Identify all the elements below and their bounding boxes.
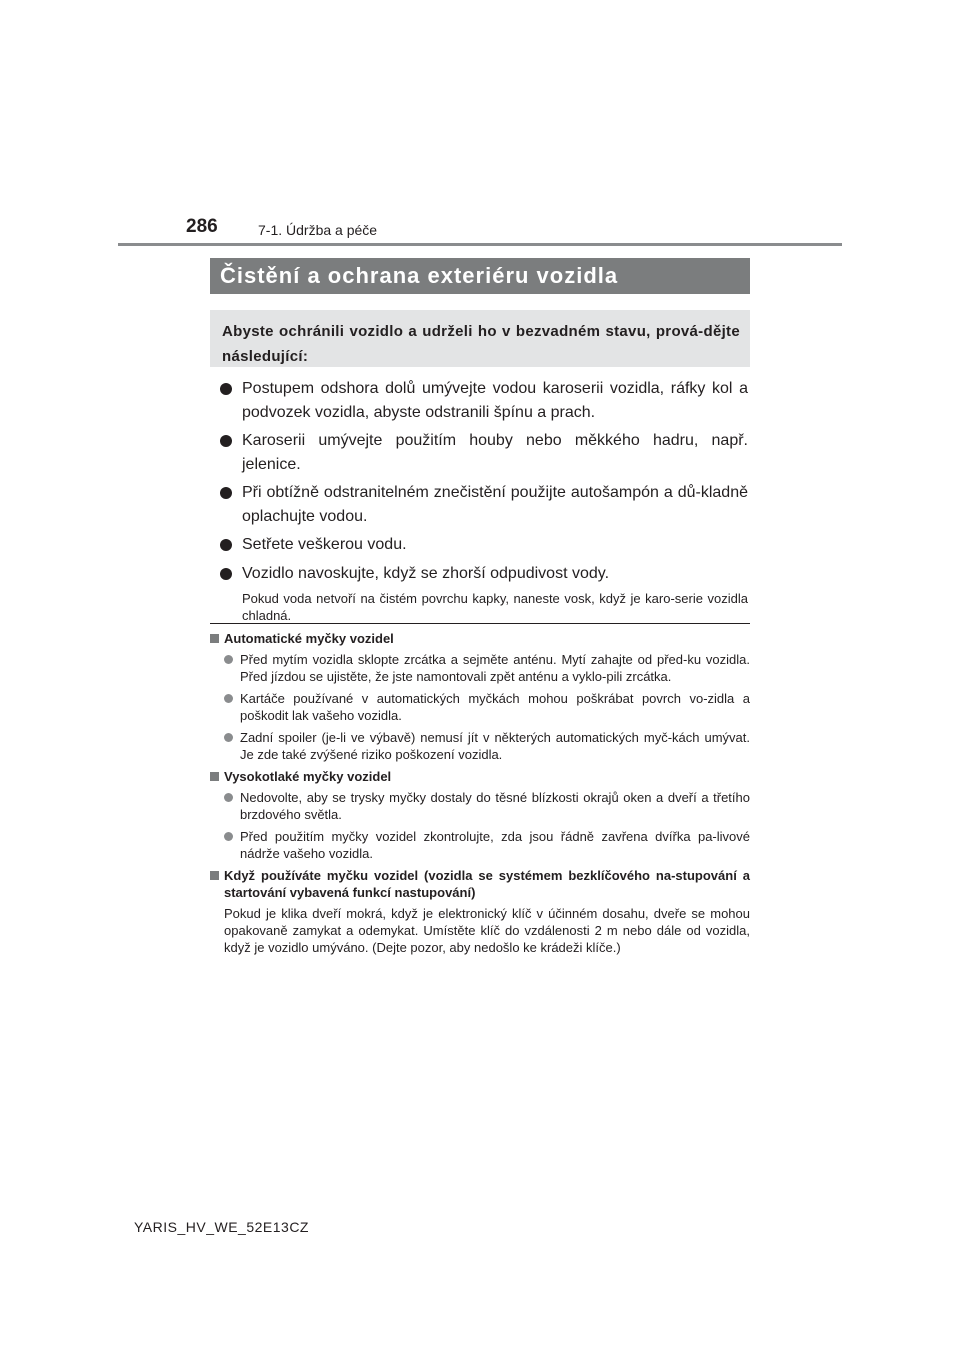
bullet-icon xyxy=(224,793,233,802)
list-item xyxy=(220,533,748,557)
bullet-text: Při obtížně odstranitelném znečistění použijte autošampón a dů-kladně oplachujte vodou. xyxy=(242,484,748,525)
bullet-icon xyxy=(224,694,233,703)
bullet-icon xyxy=(224,832,233,841)
section-divider xyxy=(210,623,750,624)
intro-box: Abyste ochránili vozidlo a udrželi ho v bezvadném stavu, prová-dějte následující: xyxy=(210,310,750,367)
list-item xyxy=(220,377,748,424)
pressure-wash-heading: Vysokotlaké myčky vozidel xyxy=(210,768,750,785)
bullet-icon xyxy=(220,568,232,580)
wax-note: Pokud voda netvoří na čistém povrchu kapky, naneste vosk, když je karo-serie vozidla chladná. xyxy=(242,591,748,623)
list-item: Nedovolte, aby se trysky myčky dostaly do těsné blízkosti okrajů oken a dveří a třetího brzdového světla. xyxy=(210,789,750,823)
notes-section xyxy=(210,630,750,956)
bullet-icon xyxy=(220,383,232,395)
bullet-text: Vozidlo navoskujte, když se zhorší odpudivost vody. xyxy=(242,564,610,582)
bullet-text: Postupem odshora dolů umývejte vodou karoserii vozidla, ráfky kol a podvozek vozidla, abyste odstranili špínu a prach. xyxy=(242,380,748,421)
list-item xyxy=(220,481,748,528)
smart-key-paragraph: Pokud je klika dveří mokrá, když je elektronický klíč v účinném dosahu, dveře se mohou opakovaně zamykat a odemykat. Umístěte klíč do vzdálenosti 2 m nebo dále od vozidla, když je vozidlo umýváno. (Dejte pozor, aby nedošlo ke krádeži klíče.) xyxy=(224,906,750,955)
section-label: 7-1. Údržba a péče xyxy=(258,222,378,238)
list-item: Kartáče používané v automatických myčkách mohou poškrábat povrch vo-zidla a poškodit lak vašeho vozidla. xyxy=(210,690,750,724)
bullet-icon xyxy=(224,733,233,742)
bullet-text: Karoserii umývejte použitím houby nebo měkkého hadru, např. jelenice. xyxy=(242,432,748,473)
square-bullet-icon xyxy=(210,634,219,643)
square-bullet-icon xyxy=(210,772,219,781)
page-title: Čistění a ochrana exteriéru vozidla xyxy=(210,258,750,294)
bullet-text: Setřete veškerou vodu. xyxy=(242,536,407,553)
bullet-icon xyxy=(220,435,232,447)
list-item: Před použitím myčky vozidel zkontrolujte, zda jsou řádně zavřena dvířka pa-livové nádrže vašeho vozidla. xyxy=(210,828,750,862)
page-number: 286 xyxy=(186,216,218,237)
page-header xyxy=(0,0,960,250)
smart-key-heading: Když používáte myčku vozidel (vozidla se systémem bezklíčového na-stupování a startování vybavená funkcí nastupování) xyxy=(210,867,750,901)
bullet-icon xyxy=(220,487,232,499)
bullet-icon xyxy=(220,539,232,551)
list-item xyxy=(220,562,748,586)
bullet-icon xyxy=(224,655,233,664)
square-bullet-icon xyxy=(210,871,219,880)
list-item xyxy=(220,429,748,476)
bullet-list xyxy=(220,377,748,624)
auto-wash-heading: Automatické myčky vozidel xyxy=(210,630,750,647)
list-item: Zadní spoiler (je-li ve výbavě) nemusí jít v některých automatických myč-kách umývat. Je zde také zvýšené riziko poškození vozidla. xyxy=(210,729,750,763)
list-item: Před mytím vozidla sklopte zrcátka a sejměte anténu. Mytí zahajte od před-ku vozidla. Před jízdou se ujistěte, že jste namontovali zpět anténu a vyklo-pili zrcátka. xyxy=(210,651,750,685)
document-code: YARIS_HV_WE_52E13CZ xyxy=(134,1219,309,1235)
header-rule xyxy=(118,243,842,246)
